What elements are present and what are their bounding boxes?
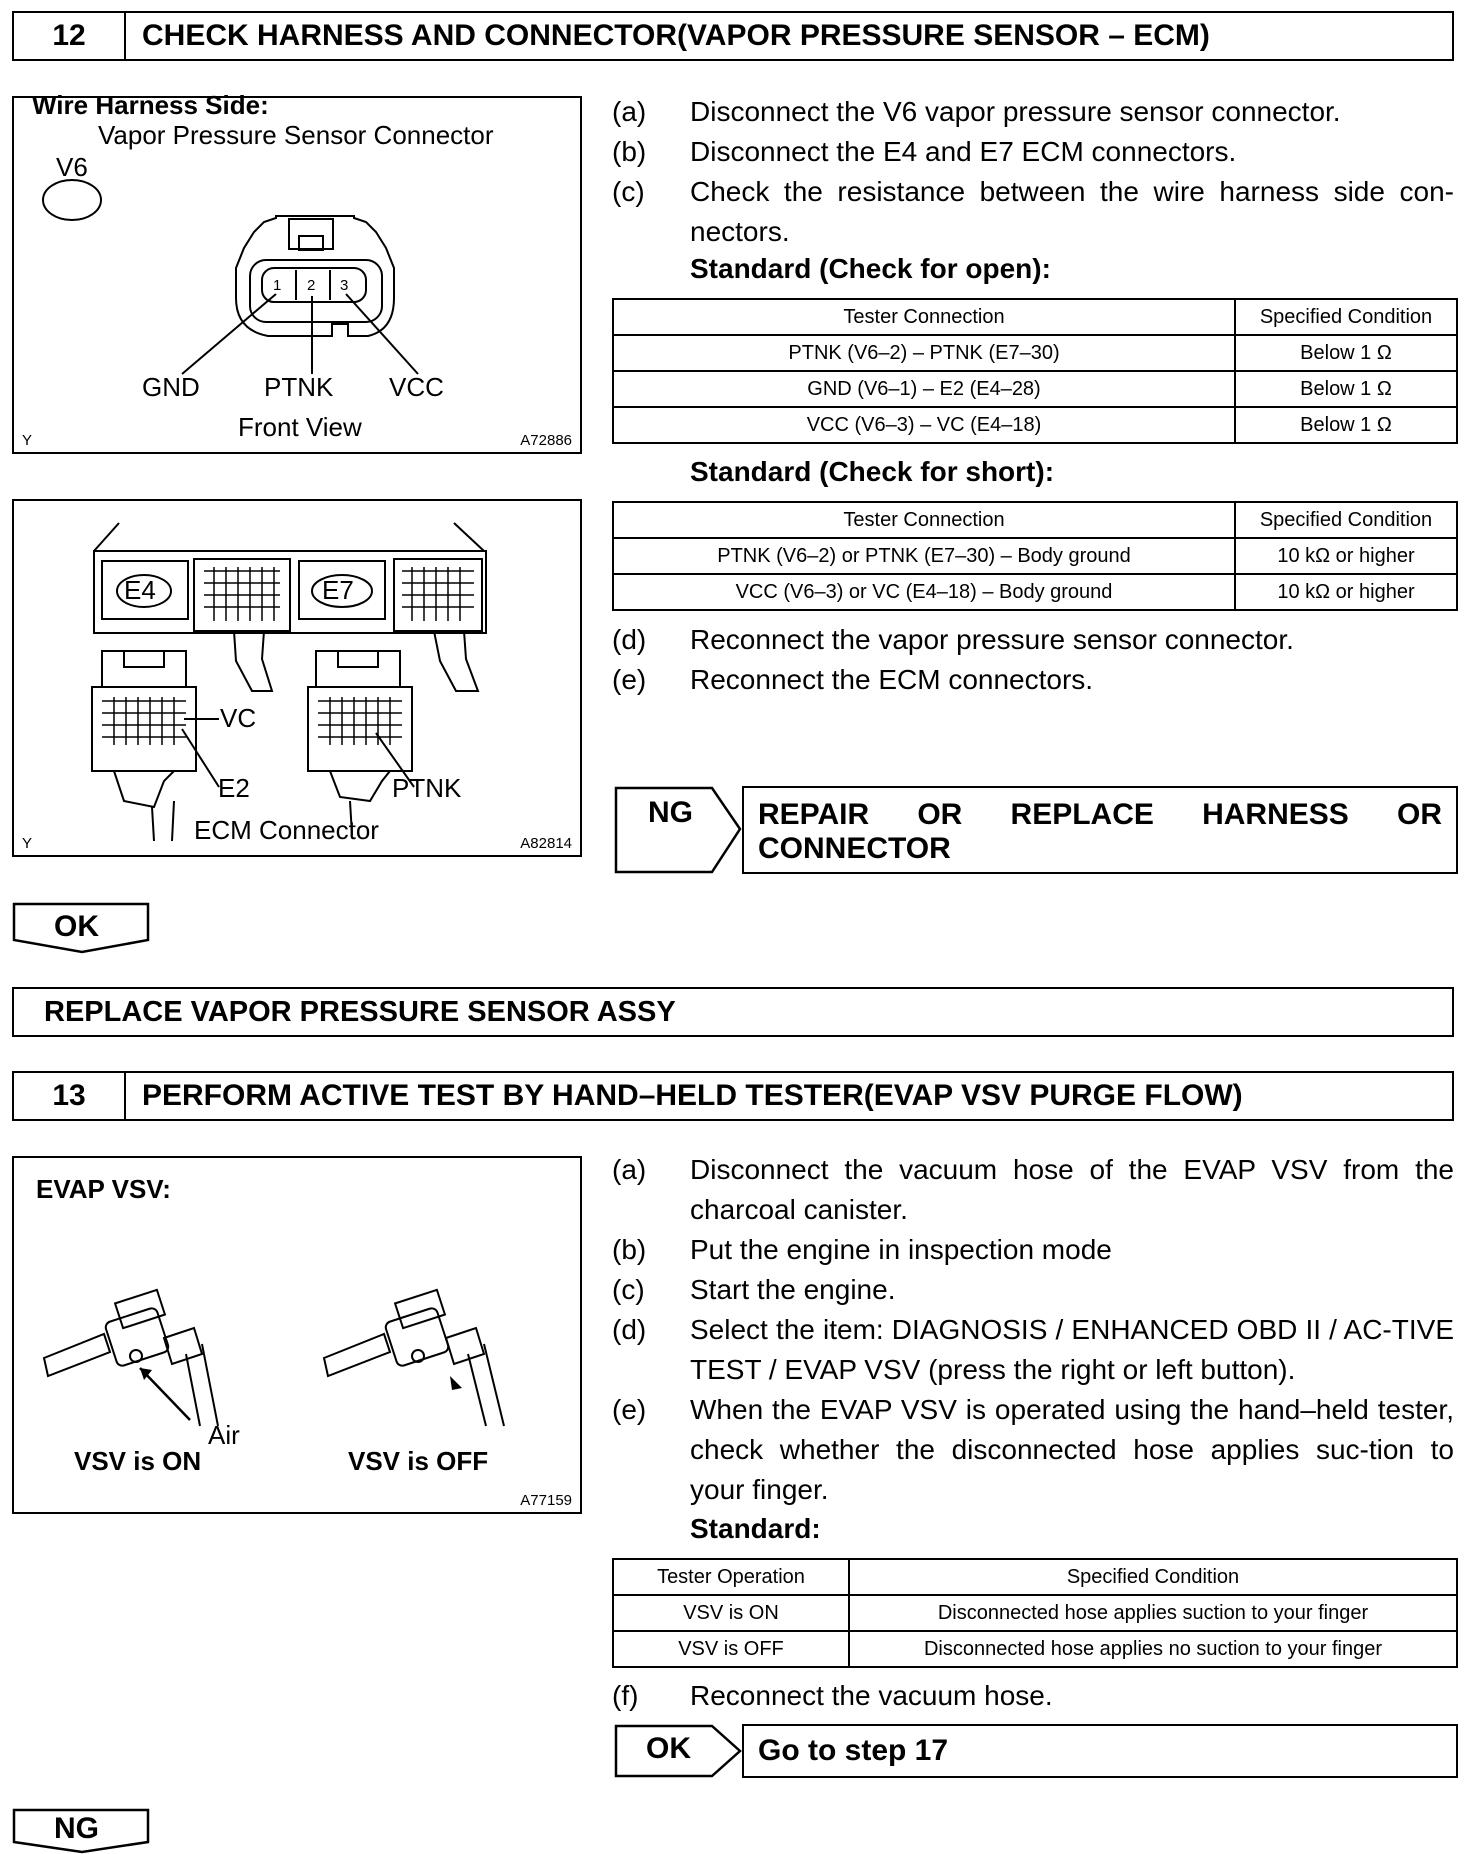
instruction-label: (b) xyxy=(612,136,647,167)
instruction-f xyxy=(612,1676,1454,1716)
figure-caption: Front View xyxy=(238,412,362,442)
label-vcc: VCC xyxy=(389,372,444,402)
table-cell: VCC (V6–3) – VC (E4–18) xyxy=(613,407,1235,443)
label-e2: E2 xyxy=(218,773,250,803)
go-to-step-text: Go to step 17 xyxy=(758,1734,949,1767)
table-cell: Disconnected hose applies no suction to your finger xyxy=(849,1631,1457,1667)
instruction-text: Reconnect the vacuum hose. xyxy=(690,1680,1053,1711)
table-header: Tester Connection xyxy=(613,299,1235,335)
instruction-b xyxy=(612,1230,1454,1270)
instruction-label: (f) xyxy=(612,1680,639,1711)
instruction-text: Put the engine in inspection mode xyxy=(690,1234,1112,1265)
table-header: Specified Condition xyxy=(1235,502,1457,538)
instruction-label: (a) xyxy=(612,96,647,127)
ng-result-line2: CONNECTOR xyxy=(758,832,951,865)
instruction-text: Reconnect the vapor pressure sensor connector. xyxy=(690,624,1294,655)
step-13-instructions xyxy=(612,1150,1454,1510)
ok-label: OK xyxy=(54,910,99,943)
label-air: Air xyxy=(208,1420,240,1450)
instruction-label: (e) xyxy=(612,664,647,695)
ng-result-line1: REPAIR OR REPLACE HARNESS OR xyxy=(758,798,1442,831)
table-row xyxy=(613,407,1457,443)
ng-label: NG xyxy=(648,796,693,829)
table-cell: Below 1 Ω xyxy=(1235,371,1457,407)
vapor-pressure-sensor-connector-figure xyxy=(12,90,582,454)
connector-id-e4: E4 xyxy=(124,575,156,605)
step-title: CHECK HARNESS AND CONNECTOR(VAPOR PRESSURE SENSOR – ECM) xyxy=(142,19,1210,52)
table-header-row xyxy=(613,299,1457,335)
table-row xyxy=(613,574,1457,610)
instruction-text: Disconnect the V6 vapor pressure sensor connector. xyxy=(690,96,1341,127)
pin-3: 3 xyxy=(340,277,349,294)
table-cell: GND (V6–1) – E2 (E4–28) xyxy=(613,371,1235,407)
ecm-connector-diagram xyxy=(14,501,584,859)
label-ptnk: PTNK xyxy=(264,372,334,402)
instruction-label: (a) xyxy=(612,1154,647,1185)
instruction-e xyxy=(612,660,1454,700)
connector-id-v6: V6 xyxy=(56,152,88,182)
instruction-c xyxy=(612,172,1454,252)
evap-vsv-figure xyxy=(12,1156,582,1514)
step-number: 13 xyxy=(14,1073,126,1119)
table-cell: Below 1 Ω xyxy=(1235,335,1457,371)
instruction-text: Disconnect the vacuum hose of the EVAP VSV from the charcoal canister. xyxy=(690,1154,1454,1225)
table-cell: PTNK (V6–2) – PTNK (E7–30) xyxy=(613,335,1235,371)
instruction-e xyxy=(612,1390,1454,1510)
step-13-header xyxy=(12,1071,1454,1121)
caption-vsv-off: VSV is OFF xyxy=(348,1446,489,1476)
ecm-connector-figure xyxy=(12,499,582,857)
instruction-text: Check the resistance between the wire harness side con-nectors. xyxy=(690,176,1454,247)
instruction-text: Start the engine. xyxy=(690,1274,896,1305)
table-cell: VSV is OFF xyxy=(613,1631,849,1667)
connector-id-e7: E7 xyxy=(322,575,354,605)
connector-name: Vapor Pressure Sensor Connector xyxy=(98,120,494,150)
label-ptnk-ecm: PTNK xyxy=(392,773,462,803)
table-cell: Below 1 Ω xyxy=(1235,407,1457,443)
figure-code: A72886 xyxy=(520,432,572,449)
table-row xyxy=(613,1631,1457,1667)
table-header-row xyxy=(613,1559,1457,1595)
instruction-d xyxy=(612,1310,1454,1390)
pin-1: 1 xyxy=(273,277,282,294)
label-vc: VC xyxy=(220,703,257,733)
ng-label: NG xyxy=(54,1812,99,1845)
table-cell: PTNK (V6–2) or PTNK (E7–30) – Body ground xyxy=(613,538,1235,574)
step-12-instructions-2 xyxy=(612,620,1454,700)
table-row xyxy=(613,335,1457,371)
table-row xyxy=(613,371,1457,407)
standard-label: Standard: xyxy=(690,1513,821,1544)
figure-code: A82814 xyxy=(520,835,572,852)
short-check-table xyxy=(612,501,1458,611)
instruction-text: Disconnect the E4 and E7 ECM connectors. xyxy=(690,136,1237,167)
instruction-label: (e) xyxy=(612,1394,647,1425)
step-12-instructions xyxy=(612,92,1454,252)
table-cell: VSV is ON xyxy=(613,1595,849,1631)
figure-heading: EVAP VSV: xyxy=(36,1174,171,1204)
instruction-a xyxy=(612,1150,1454,1230)
figure-caption: ECM Connector xyxy=(194,815,379,845)
table-header: Tester Connection xyxy=(613,502,1235,538)
standard-open-label: Standard (Check for open): xyxy=(690,253,1051,284)
label-gnd: GND xyxy=(142,372,200,402)
table-row xyxy=(613,538,1457,574)
ng-result-box xyxy=(742,786,1458,874)
step-12-header xyxy=(12,11,1454,61)
instruction-text: Select the item: DIAGNOSIS / ENHANCED OBD II / AC-TIVE TEST / EVAP VSV (press the right or left button). xyxy=(690,1314,1454,1385)
standard-short-label: Standard (Check for short): xyxy=(690,456,1055,487)
instruction-label: (d) xyxy=(612,1314,647,1345)
step-13-final-instruction xyxy=(612,1676,1454,1716)
figure-corner-mark: Y xyxy=(22,835,33,852)
table-cell: Disconnected hose applies suction to your finger xyxy=(849,1595,1457,1631)
instruction-d xyxy=(612,620,1454,660)
caption-vsv-on: VSV is ON xyxy=(74,1446,202,1476)
instruction-label: (c) xyxy=(612,1274,645,1305)
instruction-b xyxy=(612,132,1454,172)
step-number: 12 xyxy=(14,13,126,59)
step-title: PERFORM ACTIVE TEST BY HAND–HELD TESTER(EVAP VSV PURGE FLOW) xyxy=(142,1079,1243,1112)
table-header: Specified Condition xyxy=(1235,299,1457,335)
table-cell: VCC (V6–3) or VC (E4–18) – Body ground xyxy=(613,574,1235,610)
instruction-a xyxy=(612,92,1454,132)
instruction-text: Reconnect the ECM connectors. xyxy=(690,664,1094,695)
figure-code: A77159 xyxy=(520,1492,572,1509)
instruction-c xyxy=(612,1270,1454,1310)
figure-heading: Wire Harness Side: xyxy=(32,90,269,120)
table-cell: 10 kΩ or higher xyxy=(1235,538,1457,574)
ok-label: OK xyxy=(646,1732,691,1765)
ok-result-bar: REPLACE VAPOR PRESSURE SENSOR ASSY xyxy=(12,987,1454,1037)
table-header: Tester Operation xyxy=(613,1559,849,1595)
pin-2: 2 xyxy=(307,277,316,294)
instruction-label: (c) xyxy=(612,176,645,207)
table-header: Specified Condition xyxy=(849,1559,1457,1595)
instruction-label: (d) xyxy=(612,624,647,655)
open-check-table xyxy=(612,298,1458,444)
table-header-row xyxy=(613,502,1457,538)
figure-corner-mark: Y xyxy=(22,432,33,449)
active-test-table xyxy=(612,1558,1458,1668)
instruction-label: (b) xyxy=(612,1234,647,1265)
go-to-step-box xyxy=(742,1724,1458,1778)
table-cell: 10 kΩ or higher xyxy=(1235,574,1457,610)
table-row xyxy=(613,1595,1457,1631)
instruction-text: When the EVAP VSV is operated using the hand–held tester, check whether the disconnected hose applies suc-tion to your finger. xyxy=(690,1394,1454,1505)
